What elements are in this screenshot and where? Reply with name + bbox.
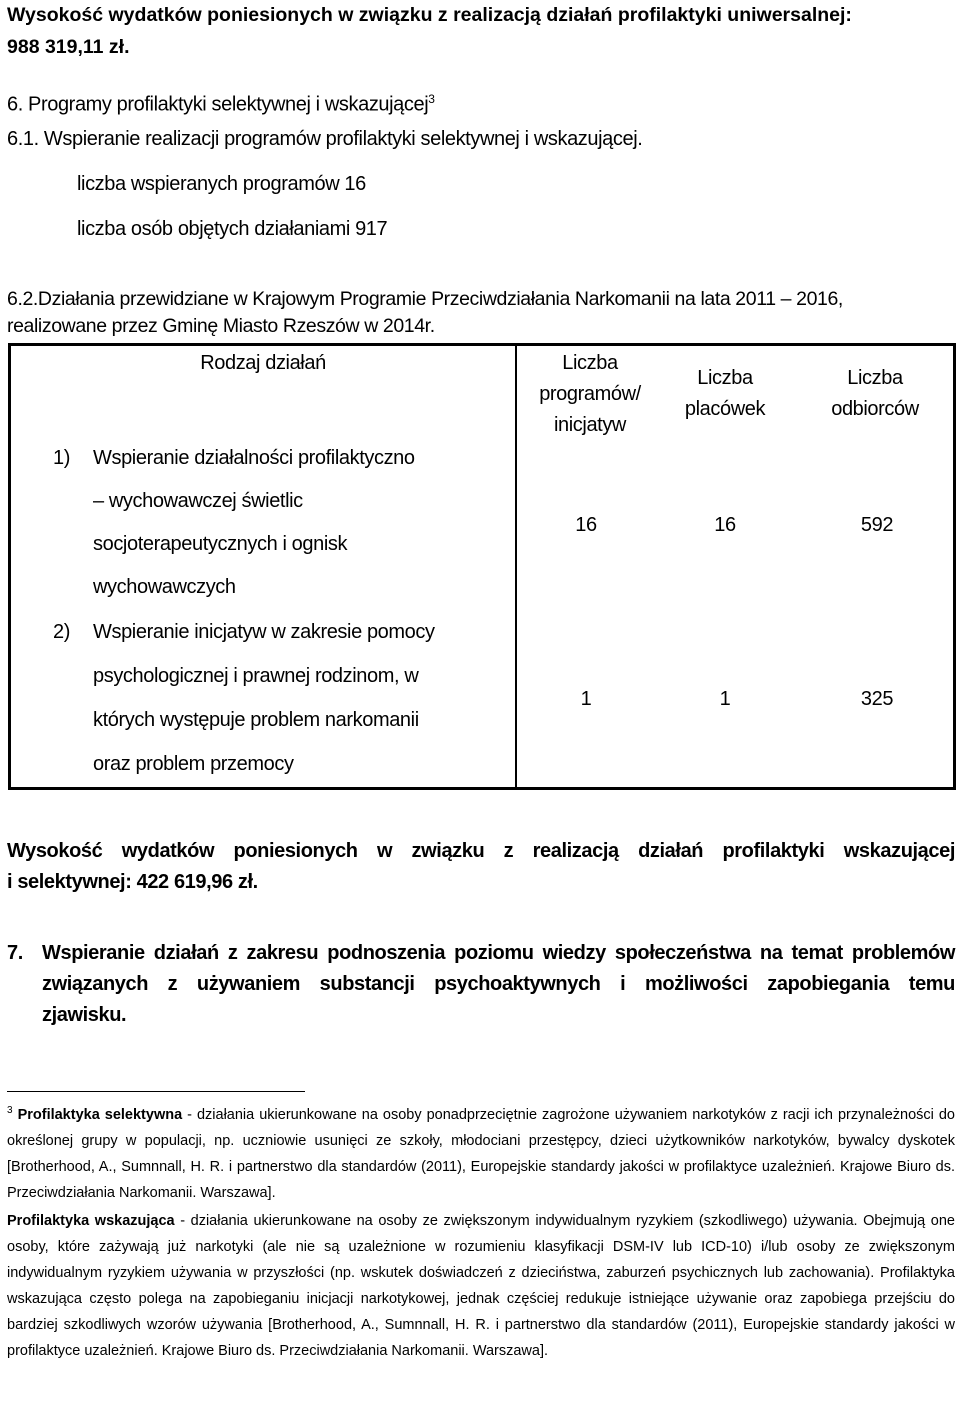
stat-persons: liczba osób objętych działaniami 917	[77, 218, 388, 240]
header-programs-l1: Liczba	[562, 352, 618, 374]
row-2-recipients: 325	[860, 688, 894, 710]
header-recipients-l1: Liczba	[847, 367, 903, 389]
section-6-2-heading-line1: 6.2.Działania przewidziane w Krajowym Programie Przeciwdziałania Narkomanii na lata 2011 – 2016,	[7, 288, 843, 310]
row-1-line4: wychowawczych	[93, 576, 236, 598]
row-1-facilities: 16	[714, 514, 736, 536]
section-6-2-heading-line2: realizowane przez Gminę Miasto Rzeszów w 2014r.	[7, 315, 435, 337]
row-1-number: 1)	[53, 447, 70, 469]
section-7-line3: zjawisku.	[42, 1004, 127, 1026]
footnote-selective-term: Profilaktyka selektywna	[17, 1106, 183, 1123]
expense-selective-line1: Wysokość wydatków poniesionych w związku z realizacją działań profilaktyki wskazującej	[7, 840, 955, 862]
section-7-number: 7.	[7, 942, 23, 964]
header-activity-type: Rodzaj działań	[200, 352, 326, 374]
section-6-1-heading: 6.1. Wspieranie realizacji programów profilaktyki selektywnej i wskazującej.	[7, 128, 643, 150]
header-facilities-l2: placówek	[684, 398, 766, 420]
footnote-ref-3: 3	[428, 92, 435, 106]
footnote-selective	[7, 1098, 955, 1206]
footnote-indicated	[7, 1208, 955, 1364]
footnote-selective-text: - działania ukierunkowane na osoby ponadprzeciętnie zagrożone używaniem narkotyków z racji ich przynależności do określonej grupy w populacji, np. uczniowie usunięci ze szkoły, młodociani przestępcy, dzieci użytkowników narkotyków, bywalcy dyskotek [Brotherhood, A., Sumnnall, H. R. i partnerstwo dla standardów (2011), Europejskie standardy jakości w profilaktyce uzależnień. Krajowe Biuro ds. Przeciwdziałania Narkomanii. Warszawa].	[7, 1106, 955, 1201]
row-1-recipients: 592	[860, 514, 894, 536]
header-programs-l2: programów/	[539, 383, 641, 405]
section-7-line1: Wspieranie działań z zakresu podnoszenia poziomu wiedzy społeczeństwa na temat problemów	[42, 942, 955, 964]
header-facilities	[655, 363, 795, 425]
section-6-title: 6. Programy profilaktyki selektywnej i wskazującej	[7, 93, 429, 116]
row-2-line2: psychologicznej i prawnej rodzinom, w	[93, 665, 419, 687]
header-recipients	[795, 363, 955, 425]
stat-programs: liczba wspieranych programów 16	[77, 173, 366, 195]
row-2-number: 2)	[53, 621, 70, 643]
row-2-line3: których występuje problem narkomanii	[93, 709, 419, 731]
expense-selective-paragraph	[7, 836, 955, 898]
row-1-line2: – wychowawczej świetlic	[93, 490, 303, 512]
expense-universal-line2: 988 319,11 zł.	[7, 36, 130, 58]
activities-table	[8, 343, 956, 790]
row-2-line4: oraz problem przemocy	[93, 753, 294, 775]
section-6-heading	[7, 86, 435, 118]
header-programs-l3: inicjatyw	[554, 414, 626, 436]
row-1-programs: 16	[575, 514, 597, 536]
footnote-block	[7, 1098, 955, 1364]
row-2-line1: Wspieranie inicjatyw w zakresie pomocy	[93, 621, 435, 643]
expense-universal-line1: Wysokość wydatków poniesionych w związku z realizacją działań profilaktyki uniwersalnej:	[7, 4, 852, 26]
expense-selective-line2: i selektywnej: 422 619,96 zł.	[7, 871, 258, 893]
header-recipients-l2: odbiorców	[831, 398, 919, 420]
row-1-line3: socjoterapeutycznych i ognisk	[93, 533, 348, 555]
footnote-separator	[7, 1091, 305, 1092]
header-programs	[517, 348, 663, 441]
row-2-facilities: 1	[719, 688, 731, 710]
header-facilities-l1: Liczba	[697, 367, 753, 389]
section-7-line2: związanych z używaniem substancji psychoaktywnych i możliwości zapobiegania temu	[42, 973, 955, 995]
row-2-programs: 1	[580, 688, 592, 710]
footnote-indicated-text: - działania ukierunkowane na osoby ze zwiększonym indywidualnym ryzykiem (szkodliwego) używania. Obejmują one osoby, które zażywają już narkotyki (ale nie są uzależnione w rozumieniu klasyfikacji DSM-IV lub ICD-10) i/lub osoby ze zwiększonym indywidualnym ryzykiem używania w przyszłości (np. wskutek doświadczeń z dzieciństwa, zaburzeń psychicznych lub zachowania). Profilaktyka wskazująca często polega na zapobieganiu inicjacji narkotykowej, jednak częściej redukuje istniejące używanie oraz zapobiega przejściu do bardziej szkodliwych wzorów używania [Brotherhood, A., Sumnnall, H. R. i partnerstwo dla standardów (2011), Europejskie standardy jakości w profilaktyce uzależnień. Krajowe Biuro ds. Przeciwdziałania Narkomanii. Warszawa].	[7, 1212, 955, 1359]
row-1-line1: Wspieranie działalności profilaktyczno	[93, 447, 415, 469]
section-7-heading	[42, 938, 955, 1031]
footnote-marker: 3	[7, 1105, 13, 1116]
footnote-indicated-term: Profilaktyka wskazująca	[7, 1212, 175, 1229]
